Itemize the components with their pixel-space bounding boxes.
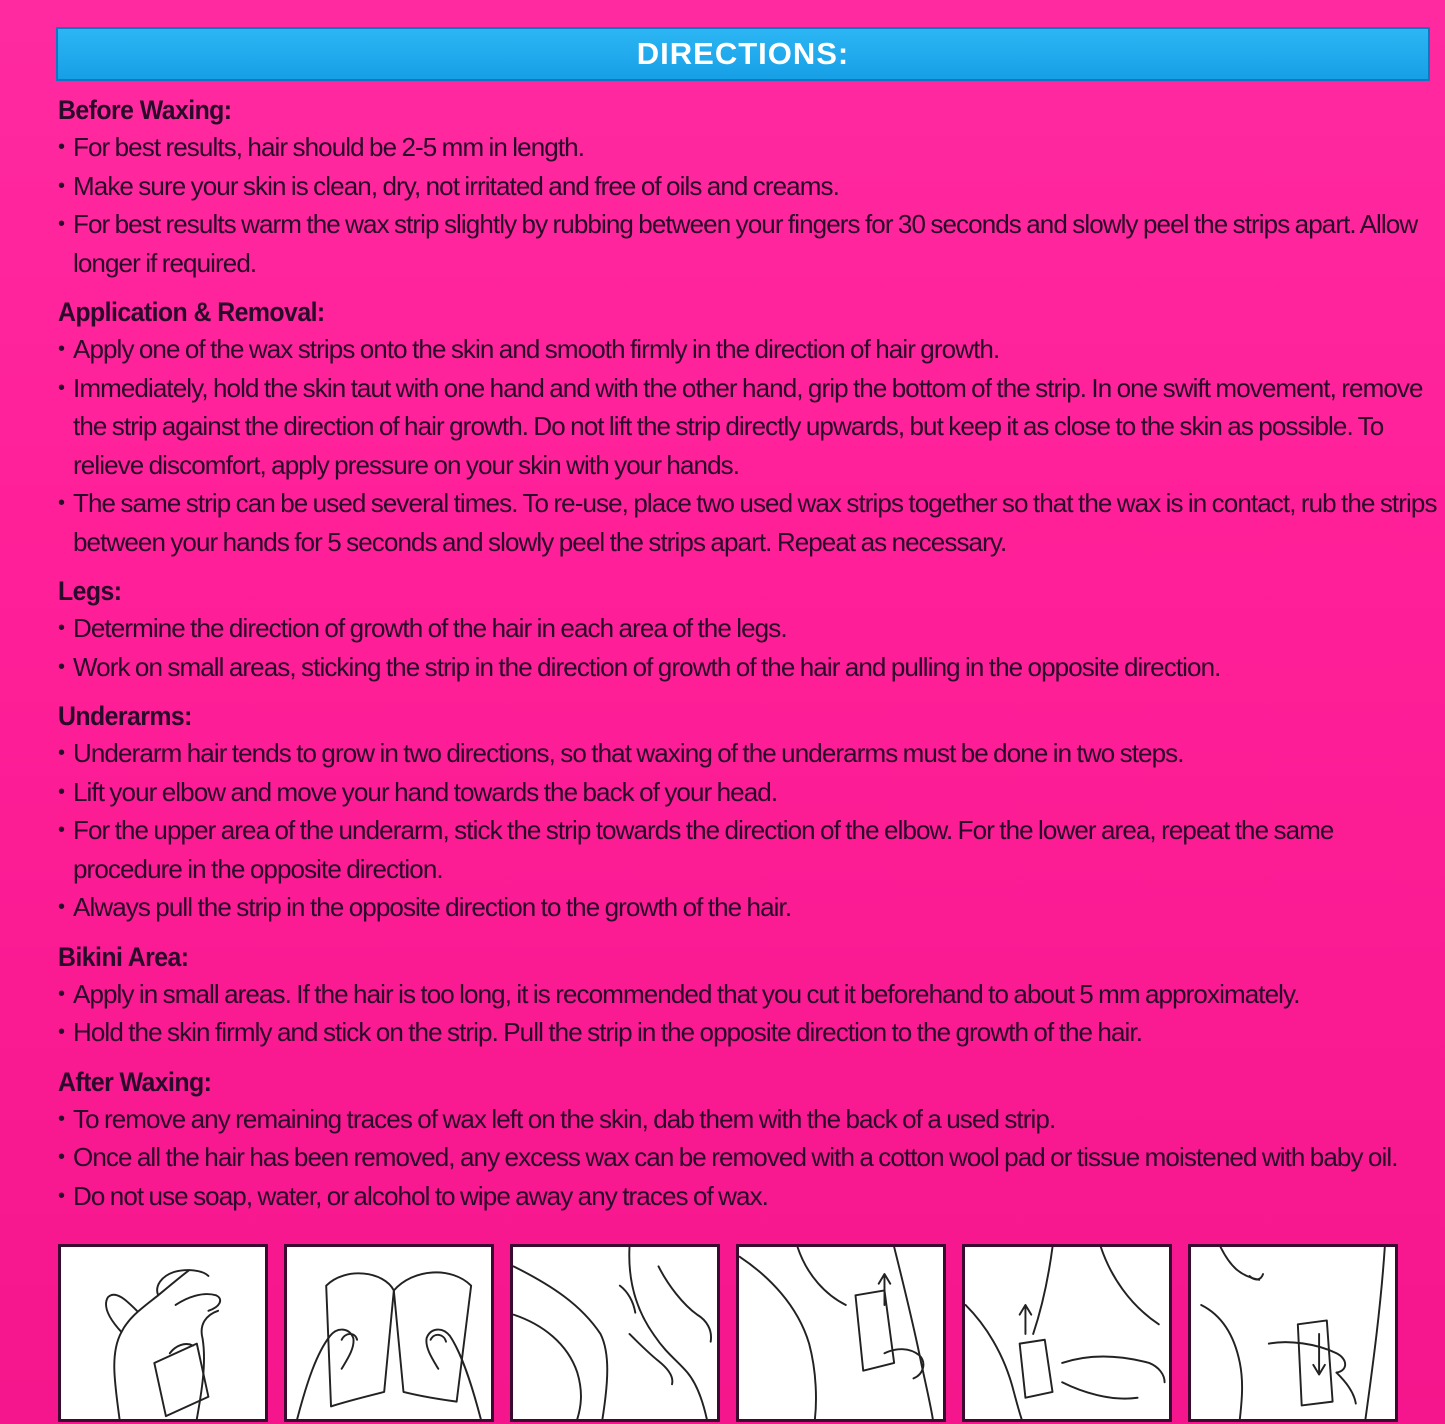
apply-strip-legs-icon [513, 1247, 717, 1419]
instruction-list [58, 975, 1438, 1052]
instruction-list [58, 609, 1438, 686]
instruction-list [58, 128, 1438, 282]
peel-strips-apart-icon [287, 1247, 491, 1419]
list-item: • Apply in small areas. If the hair is too long, it is recommended that you cut it beforehand to about 5 mm approximately. [58, 975, 1438, 1014]
instruction-list [58, 734, 1438, 927]
page-title: DIRECTIONS: [636, 36, 850, 71]
section-underarms [58, 698, 1438, 927]
section-title: Application & Removal: [58, 297, 325, 327]
illustration-bikini-area [962, 1244, 1172, 1422]
list-item: • Work on small areas, sticking the strip in the direction of growth of the hair and pulling in the opposite direction. [58, 648, 1438, 687]
list-item: • For best results, hair should be 2-5 mm in length. [58, 128, 1438, 167]
section-before-waxing [58, 92, 1438, 282]
instruction-list [58, 330, 1438, 561]
section-title: Before Waxing: [58, 95, 232, 125]
directions-content [58, 92, 1438, 1227]
illustration-underarm [1188, 1244, 1398, 1422]
section-application-removal [58, 294, 1438, 561]
list-item: • Lift your elbow and move your hand towards the back of your head. [58, 773, 1438, 812]
list-item: • The same strip can be used several times. To re-use, place two used wax strips together so that the wax is in contact, rub the strips between your hands for 5 seconds and slowly peel the strips apart. Repeat as necessary. [58, 484, 1438, 561]
section-after-waxing [58, 1064, 1438, 1216]
section-title: Bikini Area: [58, 941, 189, 972]
hands-rubbing-strip-icon [61, 1247, 265, 1419]
list-item: • Apply one of the wax strips onto the skin and smooth firmly in the direction of hair growth. [58, 330, 1438, 369]
section-bikini-area [58, 939, 1438, 1052]
list-item: • Make sure your skin is clean, dry, not irritated and free of oils and creams. [58, 167, 1438, 206]
section-title: Legs: [58, 576, 122, 606]
section-title: After Waxing: [58, 1066, 212, 1097]
instruction-list [58, 1100, 1438, 1216]
list-item: • For the upper area of the underarm, stick the strip towards the direction of the elbow. For the lower area, repeat the same procedure in the opposite direction. [58, 811, 1438, 888]
list-item: • Always pull the strip in the opposite direction to the growth of the hair. [58, 888, 1438, 927]
list-item: • For best results warm the wax strip slightly by rubbing between your fingers for 30 seconds and slowly peel the strips apart. Allow longer if required. [58, 205, 1438, 282]
illustration-apply-legs [510, 1244, 720, 1422]
illustration-pull-strip-legs [736, 1244, 946, 1422]
section-legs [58, 573, 1438, 686]
list-item: • Determine the direction of growth of the hair in each area of the legs. [58, 609, 1438, 648]
illustration-strip [58, 1244, 1418, 1424]
list-item: • Once all the hair has been removed, any excess wax can be removed with a cotton wool pad or tissue moistened with baby oil. [58, 1138, 1438, 1177]
pull-strip-legs-icon [739, 1247, 943, 1419]
directions-header-bar [56, 27, 1430, 81]
list-item: • Hold the skin firmly and stick on the strip. Pull the strip in the opposite direction to the growth of the hair. [58, 1013, 1438, 1052]
illustration-peel-strips [284, 1244, 494, 1422]
list-item: • Immediately, hold the skin taut with one hand and with the other hand, grip the bottom of the strip. In one swift movement, remove the strip against the direction of hair growth. Do not lift the strip directly upwards, but keep it as close to the skin as possible. To relieve discomfort, apply pressure on your skin with your hands. [58, 369, 1438, 485]
section-title: Underarms: [58, 701, 192, 731]
illustration-warm-strip [58, 1244, 268, 1422]
list-item: • Do not use soap, water, or alcohol to wipe away any traces of wax. [58, 1177, 1438, 1216]
list-item: • Underarm hair tends to grow in two directions, so that waxing of the underarms must be done in two steps. [58, 734, 1438, 773]
bikini-area-strip-icon [965, 1247, 1169, 1419]
underarm-strip-icon [1191, 1247, 1395, 1419]
list-item: • To remove any remaining traces of wax left on the skin, dab them with the back of a used strip. [58, 1100, 1438, 1139]
